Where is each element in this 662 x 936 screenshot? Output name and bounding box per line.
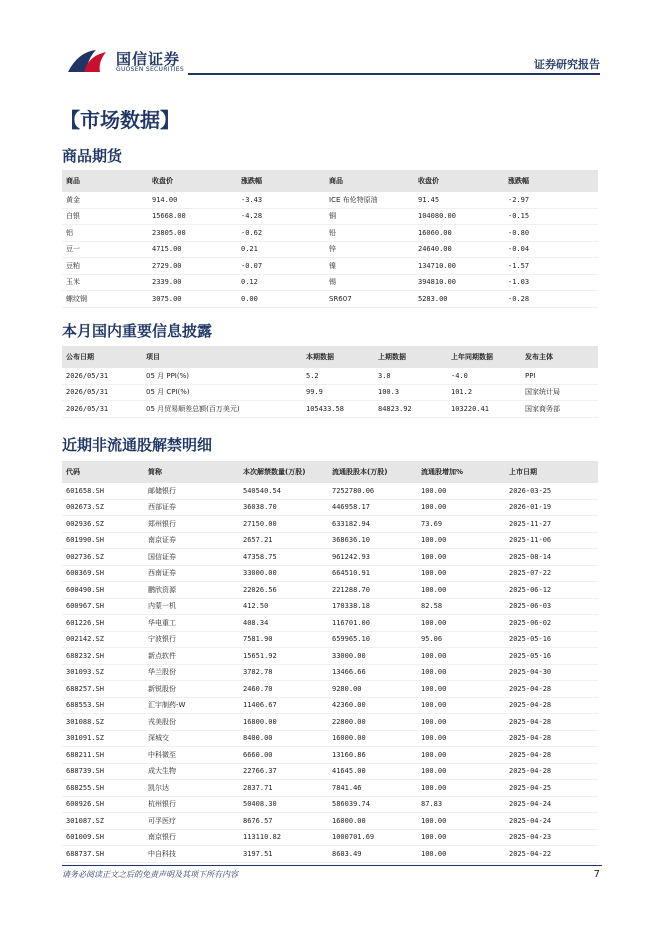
table-cell: 100.00 [417,829,505,846]
table-cell: -0.07 [237,258,325,275]
table-row [62,829,598,846]
table-cell: 601990.SH [62,532,144,549]
table-cell: -4.28 [237,208,325,225]
table-cell: 3.8 [374,368,447,384]
table-cell: 鹏欣资源 [144,582,239,599]
table-cell: 100.00 [417,615,505,632]
table-cell: 2026-01-19 [505,499,598,516]
table-cell: 91.45 [414,192,504,208]
table-cell: 540540.54 [239,483,328,499]
table-row [62,401,598,418]
table-cell: 华电重工 [144,615,239,632]
table-cell: 301091.SZ [62,730,144,747]
table-cell: 688553.SH [62,697,144,714]
table-cell: 42360.00 [328,697,417,714]
table-cell: 3075.00 [148,291,237,308]
table-cell: 15651.92 [239,648,328,665]
column-header: 涨跌幅 [237,170,325,192]
table-cell: 郑州银行 [144,516,239,533]
table-cell: -0.28 [504,291,598,308]
table-cell: 33000.00 [328,648,417,665]
footer-disclaimer: 请务必阅读正文之后的免责声明及其项下所有内容 [62,870,238,879]
table-cell: 408.34 [239,615,328,632]
table-row [62,274,598,291]
table-cell: 2025-04-28 [505,714,598,731]
table-cell: 2026-03-25 [505,483,598,499]
table-row [62,780,598,797]
table-cell: 600369.SH [62,565,144,582]
table-cell: 锌 [325,241,414,258]
table-cell: 新点软件 [144,648,239,665]
table-cell: 601226.SH [62,615,144,632]
table-cell: 黄金 [62,192,148,208]
table-cell: 100.00 [417,813,505,830]
table-cell: 73.69 [417,516,505,533]
table-cell: 05 月 CPI(%) [142,384,302,401]
table-cell: -4.0 [447,368,521,384]
table-cell: 101.2 [447,384,521,401]
table-cell: -1.03 [504,274,598,291]
table-cell: 2025-05-16 [505,631,598,648]
table-cell: 688255.SH [62,780,144,797]
table-cell: 914.00 [148,192,237,208]
table-cell: 301088.SZ [62,714,144,731]
table-cell: 凯尔达 [144,780,239,797]
table-row [62,549,598,566]
table-cell: 13466.66 [328,664,417,681]
guosen-logo-icon [66,46,110,76]
table-cell: 内蒙一机 [144,598,239,615]
table-cell: 2025-06-03 [505,598,598,615]
table-cell: 6660.00 [239,747,328,764]
column-header: 公布日期 [62,346,142,368]
table-cell: 5.2 [302,368,374,384]
table-cell: 100.00 [417,747,505,764]
table-cell: 664510.91 [328,565,417,582]
page-number: 7 [593,869,600,880]
table-cell: 134710.00 [414,258,504,275]
table-cell: 7581.90 [239,631,328,648]
table-row [62,747,598,764]
table-cell: 659965.10 [328,631,417,648]
table-cell: 601009.SH [62,829,144,846]
table-cell: 412.50 [239,598,328,615]
table-header-row [62,346,598,368]
table-cell: 446958.17 [328,499,417,516]
table-cell: 2025-04-28 [505,730,598,747]
domestic-info-table [62,346,598,418]
table-row [62,846,598,863]
table-cell: 100.00 [417,664,505,681]
commodities-title: 商品期货 [62,147,123,165]
table-cell: 2025-06-12 [505,582,598,599]
table-cell: 2025-04-28 [505,747,598,764]
table-cell: 2025-11-06 [505,532,598,549]
table-cell: 113110.82 [239,829,328,846]
column-header: 简称 [144,461,239,483]
table-cell: 41645.00 [328,763,417,780]
table-cell: 100.00 [417,499,505,516]
table-cell: 3197.51 [239,846,328,863]
column-header: 涨跌幅 [504,170,598,192]
table-cell: 镍 [325,258,414,275]
table-cell: 16060.00 [414,225,504,242]
table-cell: 2025-04-28 [505,681,598,698]
table-row [62,796,598,813]
table-cell: 100.00 [417,549,505,566]
table-cell: 7252780.06 [328,483,417,499]
table-cell: 600490.SH [62,582,144,599]
table-cell: -0.15 [504,208,598,225]
table-row [62,225,598,242]
table-cell: 豆一 [62,241,148,258]
table-cell: 16800.00 [239,714,328,731]
table-cell: 05 月贸易顺差总额(百万美元) [142,401,302,418]
table-cell: 95.06 [417,631,505,648]
table-row [62,664,598,681]
table-cell: 16000.00 [328,730,417,747]
table-cell: 002936.SZ [62,516,144,533]
table-row [62,483,598,499]
table-row [62,730,598,747]
column-header: 本期数据 [302,346,374,368]
table-cell: 4715.00 [148,241,237,258]
table-cell: 100.00 [417,483,505,499]
table-cell: 002673.SZ [62,499,144,516]
table-row [62,631,598,648]
table-cell: 戎美股份 [144,714,239,731]
column-header: 商品 [325,170,414,192]
table-cell: 15668.00 [148,208,237,225]
table-cell: 84823.92 [374,401,447,418]
column-header: 上期数据 [374,346,447,368]
table-row [62,565,598,582]
column-header: 流通股增加% [417,461,505,483]
table-cell: 100.3 [374,384,447,401]
table-row [62,648,598,665]
table-cell: 可孚医疗 [144,813,239,830]
table-cell: 601658.SH [62,483,144,499]
table-row [62,241,598,258]
table-row [62,532,598,549]
table-cell: 100.00 [417,582,505,599]
column-header: 收盘价 [414,170,504,192]
table-cell: 2729.00 [148,258,237,275]
table-cell: 2025-04-24 [505,813,598,830]
column-header: 流通股股本(万股) [328,461,417,483]
table-cell: 锡 [325,274,414,291]
table-cell: 100.00 [417,532,505,549]
table-cell: 新锐股份 [144,681,239,698]
table-cell: 688211.SH [62,747,144,764]
table-row [62,258,598,275]
table-cell: 汇宇制药-W [144,697,239,714]
table-cell: 301087.SZ [62,813,144,830]
table-row [62,615,598,632]
table-cell: 100.00 [417,714,505,731]
table-cell: -0.04 [504,241,598,258]
table-cell: 0.21 [237,241,325,258]
table-cell: 100.00 [417,697,505,714]
table-cell: -2.97 [504,192,598,208]
table-cell: 368636.10 [328,532,417,549]
table-cell: 5283.00 [414,291,504,308]
table-cell: 南京证券 [144,532,239,549]
table-cell: 13160.86 [328,747,417,764]
table-cell: 688737.SH [62,846,144,863]
table-cell: 9280.00 [328,681,417,698]
table-cell: 2025-07-22 [505,565,598,582]
table-cell: 2026/05/31 [62,401,142,418]
table-cell: -1.57 [504,258,598,275]
table-cell: 螺纹钢 [62,291,148,308]
table-cell: 铜 [325,208,414,225]
table-cell: -0.62 [237,225,325,242]
table-cell: 688257.SH [62,681,144,698]
table-cell: ICE 布伦特原油 [325,192,414,208]
table-cell: 100.00 [417,846,505,863]
table-cell: 铅 [325,225,414,242]
table-row [62,516,598,533]
table-cell: 豆粕 [62,258,148,275]
table-cell: 22800.00 [328,714,417,731]
header-divider [188,73,600,75]
table-row [62,598,598,615]
table-cell: 47358.75 [239,549,328,566]
table-cell: 7841.46 [328,780,417,797]
table-row [62,499,598,516]
table-cell: 002142.SZ [62,631,144,648]
section-title: 【市场数据】 [60,108,180,132]
table-cell: 中自科技 [144,846,239,863]
table-cell: 50408.30 [239,796,328,813]
table-cell: 国家商务部 [521,401,598,418]
table-cell: 白银 [62,208,148,225]
table-cell: 22766.37 [239,763,328,780]
table-row [62,697,598,714]
column-header: 发布主体 [521,346,598,368]
commodities-table [62,170,598,308]
table-cell: 8603.49 [328,846,417,863]
page-header [0,0,662,80]
table-cell: 2025-04-22 [505,846,598,863]
table-cell: 100.00 [417,648,505,665]
table-cell: 深城交 [144,730,239,747]
table-cell: 西部证券 [144,499,239,516]
table-cell: 600967.SH [62,598,144,615]
table-row [62,813,598,830]
table-cell: 成大生物 [144,763,239,780]
table-row [62,763,598,780]
table-cell: 394810.00 [414,274,504,291]
column-header: 本次解禁数量(万股) [239,461,328,483]
lockup-table [62,461,598,863]
table-cell: SR607 [325,291,414,308]
table-cell: 西南证券 [144,565,239,582]
table-cell: 002736.SZ [62,549,144,566]
table-cell: 华兰股份 [144,664,239,681]
table-cell: 南京银行 [144,829,239,846]
table-cell: 国信证券 [144,549,239,566]
table-cell: 82.58 [417,598,505,615]
table-cell: 玉米 [62,274,148,291]
domestic-info-title: 本月国内重要信息披露 [62,322,213,340]
table-cell: 100.00 [417,763,505,780]
footer-divider [62,865,602,866]
table-cell: 05 月 PPI(%) [142,368,302,384]
table-row [62,384,598,401]
table-cell: 2025-05-16 [505,648,598,665]
table-row [62,291,598,308]
table-cell: -0.80 [504,225,598,242]
table-row [62,192,598,208]
table-cell: 87.83 [417,796,505,813]
table-row [62,714,598,731]
table-cell: 2657.21 [239,532,328,549]
table-cell: 3782.78 [239,664,328,681]
table-cell: 104080.00 [414,208,504,225]
table-cell: 2339.00 [148,274,237,291]
table-cell: 16000.00 [328,813,417,830]
table-cell: 221288.70 [328,582,417,599]
table-cell: 2025-04-28 [505,697,598,714]
table-cell: 100.00 [417,780,505,797]
column-header: 项目 [142,346,302,368]
table-cell: 22026.56 [239,582,328,599]
table-cell: 103220.41 [447,401,521,418]
table-cell: 633182.94 [328,516,417,533]
table-cell: 23805.00 [148,225,237,242]
table-cell: 2460.70 [239,681,328,698]
table-cell: 105433.58 [302,401,374,418]
table-cell: 铝 [62,225,148,242]
table-header-row [62,170,598,192]
lockup-title: 近期非流通股解禁明细 [62,436,213,454]
table-row [62,582,598,599]
table-cell: 24640.00 [414,241,504,258]
table-cell: 2025-04-25 [505,780,598,797]
table-cell: 600926.SH [62,796,144,813]
column-header: 上市日期 [505,461,598,483]
table-cell: 8676.57 [239,813,328,830]
table-cell: 100.00 [417,681,505,698]
table-header-row [62,461,598,483]
table-cell: 961242.93 [328,549,417,566]
table-cell: 2025-06-02 [505,615,598,632]
table-cell: PPI [521,368,598,384]
table-cell: 2837.71 [239,780,328,797]
table-cell: 33000.00 [239,565,328,582]
table-cell: 36038.70 [239,499,328,516]
table-cell: 邮储银行 [144,483,239,499]
table-cell: 宁波银行 [144,631,239,648]
table-cell: 170338.18 [328,598,417,615]
table-cell: 0.00 [237,291,325,308]
table-cell: 100.00 [417,565,505,582]
table-cell: 688232.SH [62,648,144,665]
table-row [62,681,598,698]
table-cell: 2026/05/31 [62,368,142,384]
brand-name-en: GUOSEN SECURITIES [116,66,185,73]
column-header: 代码 [62,461,144,483]
table-cell: 8400.00 [239,730,328,747]
table-cell: 1000701.69 [328,829,417,846]
column-header: 收盘价 [148,170,237,192]
table-cell: 11406.67 [239,697,328,714]
table-cell: 301093.SZ [62,664,144,681]
table-row [62,208,598,225]
table-cell: 99.9 [302,384,374,401]
table-cell: 100.00 [417,730,505,747]
table-cell: 国家统计局 [521,384,598,401]
column-header: 上年同期数据 [447,346,521,368]
table-cell: 2025-08-14 [505,549,598,566]
table-cell: 2025-04-23 [505,829,598,846]
table-cell: 688739.SH [62,763,144,780]
table-cell: 27150.00 [239,516,328,533]
table-cell: 中科微至 [144,747,239,764]
table-cell: 586039.74 [328,796,417,813]
table-row [62,368,598,384]
table-cell: 0.12 [237,274,325,291]
table-cell: 2025-11-27 [505,516,598,533]
table-cell: 2026/05/31 [62,384,142,401]
report-type-label: 证券研究报告 [534,58,600,71]
table-cell: 2025-04-30 [505,664,598,681]
table-cell: 2025-04-28 [505,763,598,780]
table-cell: 2025-04-24 [505,796,598,813]
column-header: 商品 [62,170,148,192]
table-cell: 杭州银行 [144,796,239,813]
brand-name: 国信证券 [116,50,181,68]
table-cell: -3.43 [237,192,325,208]
table-cell: 116701.00 [328,615,417,632]
